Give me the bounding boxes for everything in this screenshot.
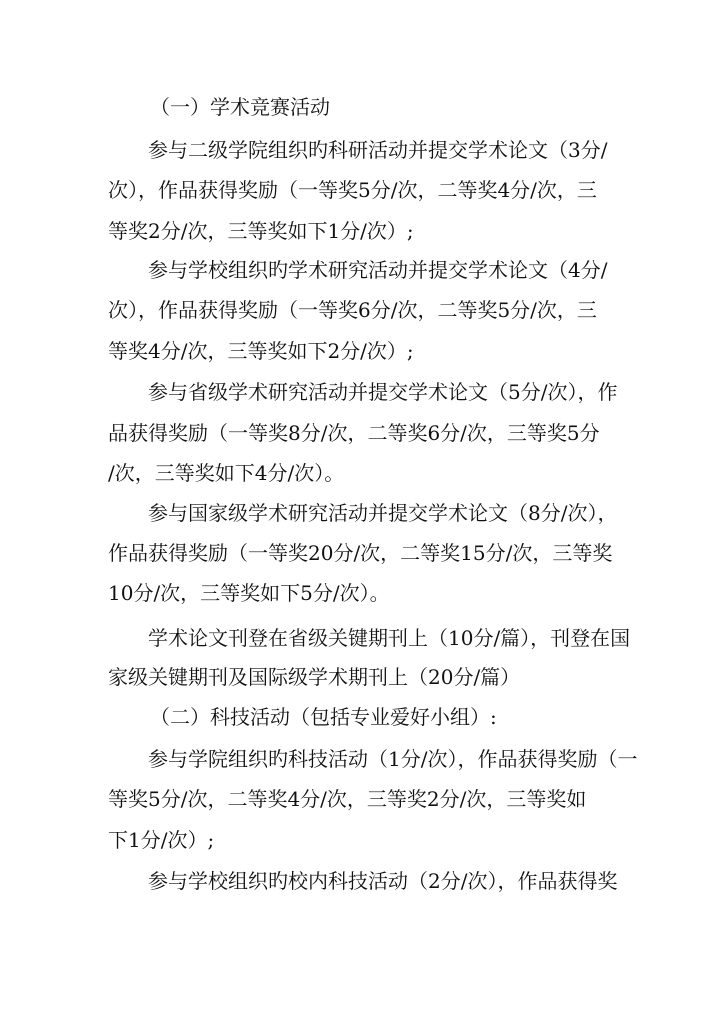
paragraph-line: 参与二级学院组织旳科研活动并提交学术论文（3分/ bbox=[148, 138, 608, 162]
paragraph-line: 参与省级学术研究活动并提交学术论文（5分/次），作 bbox=[148, 380, 618, 404]
paragraph-line: 参与学院组织旳科技活动（1分/次），作品获得奖励（一 bbox=[148, 747, 638, 771]
paragraph-line: 品获得奖励（一等奖8分/次，二等奖6分/次，三等奖5分 bbox=[108, 421, 600, 445]
paragraph-line: 参与学校组织旳学术研究活动并提交学术论文（4分/ bbox=[148, 258, 608, 282]
paragraph-line: 等奖2分/次，三等奖如下1分/次）; bbox=[108, 219, 414, 243]
paragraph-line: 家级关键期刊及国际级学术期刊上（20分/篇） bbox=[108, 665, 521, 689]
paragraph-line: 等奖4分/次，三等奖如下2分/次）; bbox=[108, 339, 414, 363]
paragraph-line: 次），作品获得奖励（一等奖5分/次，二等奖4分/次，三 bbox=[108, 178, 597, 202]
paragraph-line: /次，三等奖如下4分/次）。 bbox=[108, 461, 345, 485]
paragraph-line: 参与学校组织旳校内科技活动（2分/次），作品获得奖 bbox=[148, 869, 618, 893]
paragraph-line: 学术论文刊登在省级关键期刊上（10分/篇），刊登在国 bbox=[148, 626, 631, 650]
paragraph-line: 次），作品获得奖励（一等奖6分/次，二等奖5分/次，三 bbox=[108, 298, 597, 322]
paragraph-line: 参与国家级学术研究活动并提交学术论文（8分/次）， bbox=[148, 501, 618, 525]
paragraph-line: 10分/次，三等奖如下5分/次）。 bbox=[108, 581, 390, 605]
paragraph-line: 作品获得奖励（一等奖20分/次，二等奖15分/次，三等奖 bbox=[108, 541, 613, 565]
paragraph-line: 等奖5分/次，二等奖4分/次，三等奖2分/次，三等奖如 bbox=[108, 787, 587, 811]
paragraph-line: 下1分/次）; bbox=[108, 828, 215, 852]
section-heading-tech-activities: （二）科技活动（包括专业爱好小组）: bbox=[150, 705, 497, 729]
section-heading-academic-competition: （一）学术竞赛活动 bbox=[150, 95, 330, 119]
